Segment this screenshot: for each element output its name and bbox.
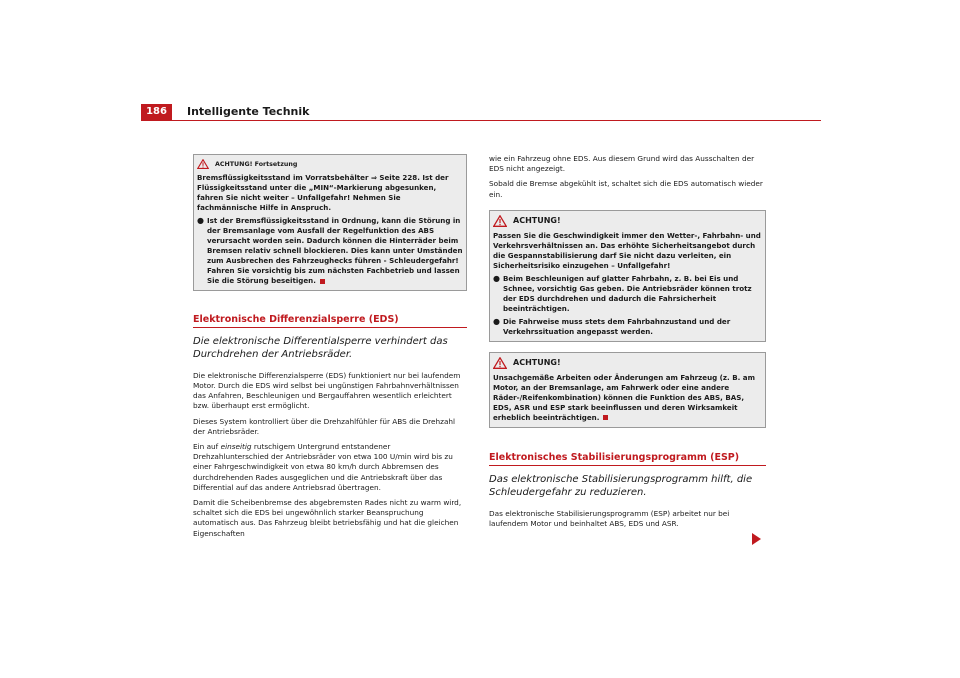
bullet-dot: ● bbox=[493, 316, 500, 326]
warning-header bbox=[493, 215, 762, 227]
header-rule bbox=[141, 120, 821, 121]
eds-p3-italic: einseitig bbox=[220, 442, 252, 452]
warning-bullet-text: Die Fahrweise muss stets dem Fahrbahnzustand und der Verkehrssituation angepasst werden. bbox=[502, 316, 731, 336]
warning-bullet-text: Ist der Bremsflüssigkeitsstand in Ordnung, kann die Störung in der Bremsanlage vom Ausfall der Regelfunktion des ABS verursacht worden sein. Dadurch können die Hinterräder beim Bremsen relativ schnell blockieren. Dies kann unter Umständen zum Ausbrechen des Fahrzeughecks führen - Schleudergefahr! Fahren Sie vorsichtig bis zum nächsten Fachbetrieb und lassen Sie die Störung beseitigen. bbox=[206, 216, 463, 285]
end-marker bbox=[603, 415, 608, 420]
warning-text: Bremsflüssigkeitsstand im Vorratsbehälter ⇒ Seite 228. Ist der Flüssigkeitsstand unter die „MIN“-Markierung abgesunken, fahren Sie nicht weiter – Unfallgefahr! Nehmen Sie fachmännische Hilfe in Anspruch. bbox=[197, 173, 449, 212]
right-column bbox=[489, 154, 766, 529]
warning-triangle-icon bbox=[493, 357, 507, 369]
bullet-dot: ● bbox=[493, 273, 500, 283]
left-column bbox=[193, 154, 467, 539]
section-rule bbox=[489, 465, 766, 466]
section-rule bbox=[193, 327, 467, 328]
page-number: 186 bbox=[141, 104, 172, 120]
section-lead-eds: Die elektronische Differentialsperre verhindert das Durchdrehen der Antriebsräder. bbox=[193, 336, 448, 361]
esp-paragraph-1: Das elektronische Stabilisierungsprogramm (ESP) arbeitet nur bei laufendem Motor und beinhaltet ABS, EDS und ASR. bbox=[489, 508, 730, 528]
next-page-arrow-icon bbox=[752, 533, 761, 545]
warning-header bbox=[197, 159, 463, 169]
section-title-eds: Elektronische Differenzialsperre (EDS) bbox=[193, 314, 399, 325]
warning-label: ACHTUNG! bbox=[513, 216, 561, 226]
warning-text: Passen Sie die Geschwindigkeit immer den Wetter-, Fahrbahn- und Verkehrsverhältnissen an. Das erhöhte Sicherheitsangebot durch die Gespannstabilisierung darf Sie nicht dazu verleiten, ein Sicherheitsrisiko einzugehen – Unfallgefahr! bbox=[493, 230, 761, 270]
warning-text: Unsachgemäße Arbeiten oder Änderungen am Fahrzeug (z. B. am Motor, an der Bremsanlage, am Fahrwerk oder eine andere Räder-/Reifenkombination) können die Funktion des ABS, BAS, EDS, ASR und ESP stark beeinflussen und deren Wirksamkeit erheblich beeinträchtigen. bbox=[493, 372, 755, 422]
eds-paragraph-3 bbox=[193, 442, 467, 493]
warning-box-1 bbox=[489, 210, 766, 342]
warning-label: ACHTUNG! bbox=[513, 358, 561, 368]
eds-paragraph-2: Dieses System kontrolliert über die Drehzahlfühler für ABS die Drehzahl der Antriebsräder. bbox=[193, 416, 456, 436]
running-title: Intelligente Technik bbox=[187, 105, 310, 118]
warning-triangle-icon bbox=[493, 215, 507, 227]
section-title-esp: Elektronisches Stabilisierungsprogramm (ESP) bbox=[489, 451, 740, 463]
eds-p3-end: rutschigem Untergrund entstandener Drehzahlunterschied der Antriebsräder von etwa 100 U/min wird bis zu einer Fahrgeschwindigkeit von etwa 80 km/h durch Abbremsen des durchdrehenden Rades ausgeglichen und die Antriebskraft über das Differential auf das andere Antriebsrad übertragen. bbox=[193, 442, 453, 492]
warning-header bbox=[493, 357, 762, 369]
eds-continued-paragraph-1: wie ein Fahrzeug ohne EDS. Aus diesem Grund wird das Ausschalten der EDS nicht angezeigt. bbox=[489, 154, 755, 174]
eds-continued-paragraph-2: Sobald die Bremse abgekühlt ist, schaltet sich die EDS automatisch wieder ein. bbox=[489, 179, 763, 199]
warning-bullet bbox=[493, 274, 762, 314]
warning-bullet-text: Beim Beschleunigen auf glatter Fahrbahn, z. B. bei Eis und Schnee, vorsichtig Gas geben. Die Antriebsräder können trotz der EDS durchdrehen und dadurch die Fahrsicherheit beeinträchtigen. bbox=[502, 273, 752, 313]
warning-triangle-icon bbox=[197, 159, 209, 169]
warning-box-continued bbox=[193, 154, 467, 291]
eds-paragraph-4: Damit die Scheibenbremse des abgebremsten Rades nicht zu warm wird, schaltet sich die EDS bei ungewöhnlich starker Beanspruchung automatisch aus. Das Fahrzeug bleibt betriebsfähig und hat die gleichen Eigenschaften bbox=[193, 498, 462, 538]
end-marker bbox=[320, 279, 325, 284]
warning-bullet bbox=[493, 317, 762, 337]
warning-bullet bbox=[197, 216, 463, 286]
eds-paragraph-1: Die elektronische Differenzialsperre (EDS) funktioniert nur bei laufendem Motor. Durch die EDS wird selbst bei ungünstigen Fahrbahnverhältnissen das Anfahren, Beschleunigen und Bergauffahren wesentlich erleichtert bzw. überhaupt erst ermöglicht. bbox=[193, 370, 461, 411]
eds-p3-start: Ein auf bbox=[193, 442, 221, 452]
warning-label: ACHTUNG! Fortsetzung bbox=[215, 160, 298, 168]
warning-box-2 bbox=[489, 352, 766, 428]
bullet-dot: ● bbox=[197, 216, 204, 225]
section-lead-esp: Das elektronische Stabilisierungsprogramm hilft, die Schleudergefahr zu reduzieren. bbox=[489, 473, 753, 499]
